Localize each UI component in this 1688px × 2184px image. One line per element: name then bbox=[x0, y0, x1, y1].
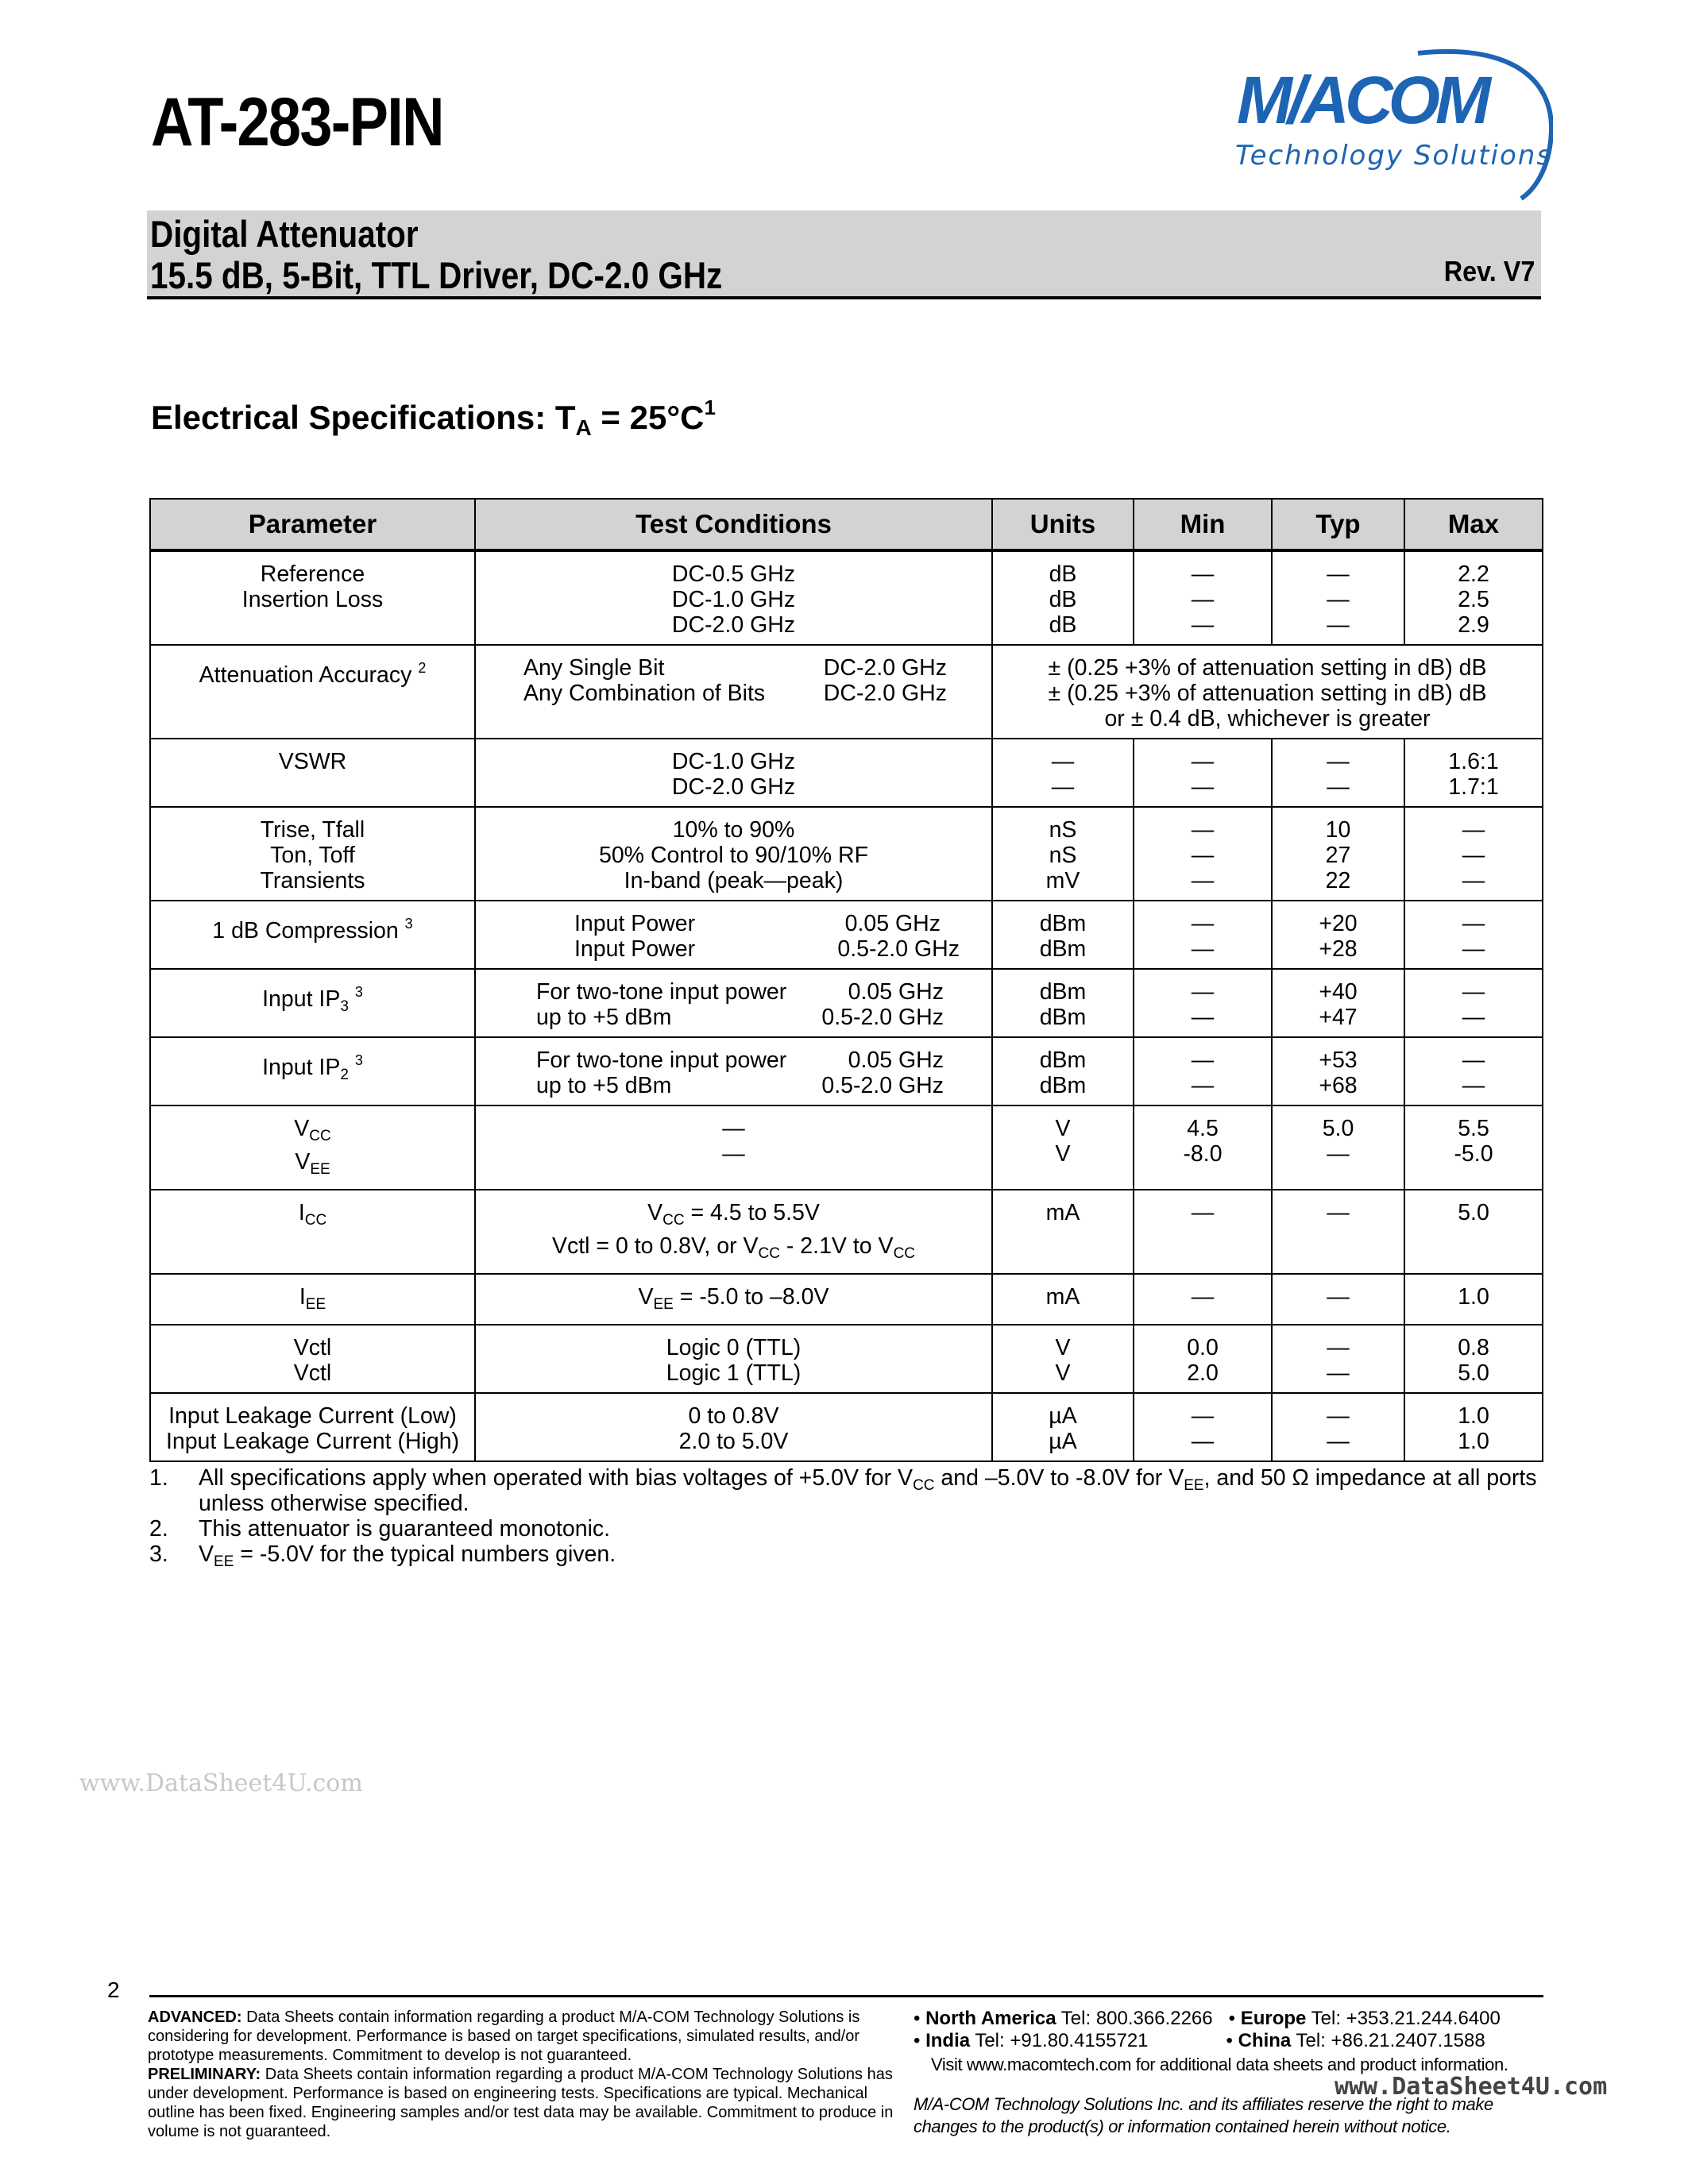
footer-divider bbox=[149, 1995, 1543, 1997]
min-cell: — — bbox=[1134, 969, 1272, 1037]
param-cell: Attenuation Accuracy $^2$ bbox=[150, 645, 475, 739]
col-header-test-conditions: Test Conditions bbox=[475, 499, 992, 550]
typ-cell: +40 +47 bbox=[1272, 969, 1404, 1037]
max-cell: 5.5 -5.0 bbox=[1404, 1106, 1543, 1190]
part-number: AT-283-PIN bbox=[151, 84, 443, 160]
table-row bbox=[150, 969, 1543, 1037]
units-cell: dBm dBm bbox=[992, 1037, 1134, 1106]
units-cell: µA µA bbox=[992, 1393, 1134, 1461]
section-heading: Electrical Specifications: $T_A = 25^\circ C^1$ bbox=[151, 396, 716, 440]
footnote-2: 2. This attenuator is guaranteed monotonic. bbox=[149, 1516, 611, 1542]
footnote-3: 3. $V_{EE} = -5.0V$ for the typical numbers given. bbox=[149, 1542, 616, 1570]
param-cell: Input Leakage Current (Low) Input Leakage Current (High) bbox=[150, 1393, 475, 1461]
revision-label: Rev. V7 bbox=[1443, 255, 1535, 287]
visit-website-text: Visit www.macomtech.com for additional data sheets and product information. bbox=[931, 2055, 1508, 2074]
table-row bbox=[150, 645, 1543, 739]
contact-line-2: • India Tel: +91.80.4155721 • China Tel: +86.21.2407.1588 bbox=[914, 2030, 1485, 2051]
condition-cell: Input Power 0.05 GHz Input Power 0.5-2.0 GHz bbox=[475, 901, 992, 969]
max-cell: — — — bbox=[1404, 807, 1543, 901]
typ-cell: — — bbox=[1272, 739, 1404, 807]
typ-cell: — bbox=[1272, 1274, 1404, 1325]
min-cell: — bbox=[1134, 1274, 1272, 1325]
advanced-note: ADVANCED: Data Sheets contain information regarding a product M/A-COM Technology Solutions is considering for development. Performance is based on target specifications, simulated results, and/or prototype measurements. Commitment to develop is not guaranteed. bbox=[148, 2008, 860, 2064]
param-cell: Reference Insertion Loss bbox=[150, 550, 475, 645]
param-cell: Input $IP_3$ $^3$ bbox=[150, 969, 475, 1037]
min-cell: 0.0 2.0 bbox=[1134, 1325, 1272, 1393]
min-cell: — — bbox=[1134, 1393, 1272, 1461]
typ-cell: — — bbox=[1272, 1325, 1404, 1393]
max-cell: 1.6:1 1.7:1 bbox=[1404, 739, 1543, 807]
units-cell: V V bbox=[992, 1106, 1134, 1190]
param-cell: Trise, Tfall Ton, Toff Transients bbox=[150, 807, 475, 901]
units-cell: — — bbox=[992, 739, 1134, 807]
min-cell: — — — bbox=[1134, 550, 1272, 645]
footer-disclaimer-left bbox=[148, 2008, 894, 2141]
max-cell: — — bbox=[1404, 969, 1543, 1037]
param-cell: 1 dB Compression $^3$ bbox=[150, 901, 475, 969]
table-row bbox=[150, 901, 1543, 969]
macom-logo bbox=[1219, 44, 1553, 203]
units-cell: nS nS mV bbox=[992, 807, 1134, 901]
footnote-1: 1. All specifications apply when operated with bias voltages of +5.0V for $V_{CC}$ and –5.0V to -8.0V for $V_{EE}$, and 50 Ω impedance at all ports bbox=[149, 1465, 1537, 1494]
units-cell: V V bbox=[992, 1325, 1134, 1393]
min-cell: — — bbox=[1134, 901, 1272, 969]
col-header-parameter: Parameter bbox=[150, 499, 475, 550]
preliminary-note: PRELIMINARY: Data Sheets contain information regarding a product M/A-COM Technology Solutions has under development. Performance is based on engineering tests. Specifications are typical. Mechanical outline has been fixed. Engineering samples and/or test data may be available. Commitment to produce in volume is not guaranteed. bbox=[148, 2066, 894, 2140]
typ-cell: +20 +28 bbox=[1272, 901, 1404, 969]
footnote-1-continuation: unless otherwise specified. bbox=[199, 1491, 469, 1516]
page-number: 2 bbox=[107, 1978, 120, 2002]
max-cell: — — bbox=[1404, 1037, 1543, 1106]
max-cell: 2.2 2.5 2.9 bbox=[1404, 550, 1543, 645]
typ-cell: +53 +68 bbox=[1272, 1037, 1404, 1106]
table-row bbox=[150, 550, 1543, 645]
param-cell: $V_{CC}$ $V_{EE}$ bbox=[150, 1106, 475, 1190]
units-cell: dBm dBm bbox=[992, 901, 1134, 969]
units-cell: mA bbox=[992, 1190, 1134, 1274]
condition-cell: For two-tone input power 0.05 GHz up to +5 dBm 0.5-2.0 GHz bbox=[475, 1037, 992, 1106]
contact-line-1: • North America Tel: 800.366.2266 • Europe Tel: +353.21.244.6400 bbox=[914, 2008, 1501, 2029]
table-row bbox=[150, 1325, 1543, 1393]
condition-cell: Any Single Bit DC-2.0 GHz Any Combination of Bits DC-2.0 GHz bbox=[475, 645, 992, 739]
condition-cell: $V_{EE} = -5.0$ to –8.0V bbox=[475, 1274, 992, 1325]
col-header-typ: Typ bbox=[1272, 499, 1404, 550]
min-cell: — bbox=[1134, 1190, 1272, 1274]
typ-cell: — bbox=[1272, 1190, 1404, 1274]
watermark-right: www.DataSheet4U.com bbox=[1335, 2073, 1608, 2101]
typ-cell: 10 27 22 bbox=[1272, 807, 1404, 901]
table-header-row bbox=[150, 499, 1543, 550]
condition-cell: $V_{CC} = 4.5$ to 5.5V Vctl = 0 to 0.8V, or $V_{CC} - 2.1V$ to $V_{CC}$ bbox=[475, 1190, 992, 1274]
product-subtitle: 15.5 dB, 5-Bit, TTL Driver, DC-2.0 GHz bbox=[150, 254, 723, 296]
param-cell: $I_{EE}$ bbox=[150, 1274, 475, 1325]
table-row bbox=[150, 1190, 1543, 1274]
condition-cell: — — bbox=[475, 1106, 992, 1190]
condition-cell: 10% to 90% 50% Control to 90/10% RF In-band (peak—peak) bbox=[475, 807, 992, 901]
typ-cell: — — — bbox=[1272, 550, 1404, 645]
min-cell: — — bbox=[1134, 739, 1272, 807]
table-row bbox=[150, 1274, 1543, 1325]
condition-cell: Logic 0 (TTL) Logic 1 (TTL) bbox=[475, 1325, 992, 1393]
typ-cell: 5.0 — bbox=[1272, 1106, 1404, 1190]
typ-cell: — — bbox=[1272, 1393, 1404, 1461]
col-header-max: Max bbox=[1404, 499, 1543, 550]
min-cell: — — bbox=[1134, 1037, 1272, 1106]
table-row bbox=[150, 1393, 1543, 1461]
title-band bbox=[147, 210, 1541, 299]
logo-tagline: Technology Solutions bbox=[1235, 140, 1553, 172]
max-cell: 5.0 bbox=[1404, 1190, 1543, 1274]
condition-cell: DC-1.0 GHz DC-2.0 GHz bbox=[475, 739, 992, 807]
logo-wordmark: M/ACOM bbox=[1237, 63, 1486, 137]
col-header-units: Units bbox=[992, 499, 1134, 550]
param-cell: Input $IP_2$ $^3$ bbox=[150, 1037, 475, 1106]
watermark-left: www.DataSheet4U.com bbox=[79, 1769, 363, 1797]
units-cell: mA bbox=[992, 1274, 1134, 1325]
rights-disclaimer: M/A-COM Technology Solutions Inc. and its affiliates reserve the right to make changes to the product(s) or information contained herein without notice. bbox=[914, 2094, 1493, 2136]
col-header-min: Min bbox=[1134, 499, 1272, 550]
table-row bbox=[150, 1037, 1543, 1106]
max-cell: 0.8 5.0 bbox=[1404, 1325, 1543, 1393]
condition-cell: 0 to 0.8V 2.0 to 5.0V bbox=[475, 1393, 992, 1461]
condition-cell: DC-0.5 GHz DC-1.0 GHz DC-2.0 GHz bbox=[475, 550, 992, 645]
min-cell: — — — bbox=[1134, 807, 1272, 901]
min-cell: 4.5 -8.0 bbox=[1134, 1106, 1272, 1190]
units-cell: dB dB dB bbox=[992, 550, 1134, 645]
max-cell: — — bbox=[1404, 901, 1543, 969]
param-cell: VSWR bbox=[150, 739, 475, 807]
table-row bbox=[150, 739, 1543, 807]
param-cell: Vctl Vctl bbox=[150, 1325, 475, 1393]
max-cell: 1.0 bbox=[1404, 1274, 1543, 1325]
max-cell: 1.0 1.0 bbox=[1404, 1393, 1543, 1461]
condition-cell: For two-tone input power 0.05 GHz up to +5 dBm 0.5-2.0 GHz bbox=[475, 969, 992, 1037]
product-title: Digital Attenuator bbox=[150, 213, 419, 255]
electrical-spec-table bbox=[149, 498, 1543, 1462]
accuracy-value-cell: ± (0.25 +3% of attenuation setting in dB) dB ± (0.25 +3% of attenuation setting in dB) dB or ± 0.4 dB, whichever is greater bbox=[992, 645, 1543, 739]
units-cell: dBm dBm bbox=[992, 969, 1134, 1037]
param-cell: $I_{CC}$ bbox=[150, 1190, 475, 1274]
table-row bbox=[150, 1106, 1543, 1190]
table-row bbox=[150, 807, 1543, 901]
